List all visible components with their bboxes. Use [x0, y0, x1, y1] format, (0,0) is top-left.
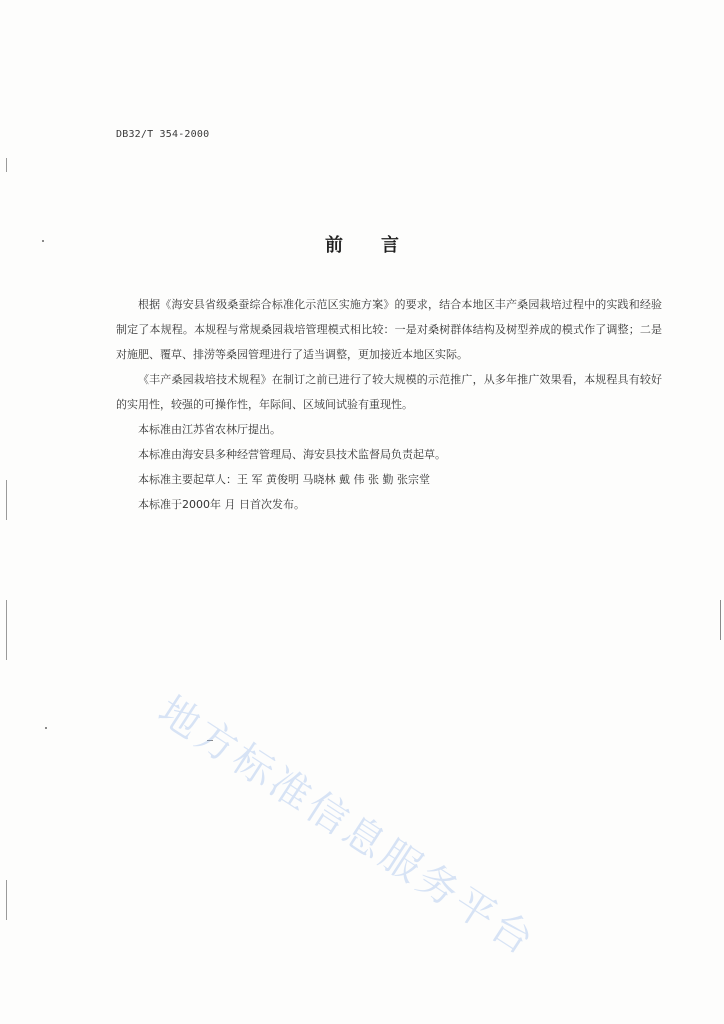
scan-edge-mark [6, 880, 7, 920]
foreword-body [116, 292, 662, 517]
paragraph: 《丰产桑园栽培技术规程》在制订之前已进行了较大规模的示范推广，从多年推广效果看，本规程具有较好的实用性，较强的可操作性，年际间、区域间试验有重现性。 [116, 373, 662, 411]
page-title [0, 231, 724, 257]
scan-speck [45, 727, 47, 729]
paragraph: 本标准主要起草人：王 军 黄俊明 马晓林 戴 伟 张 勤 张宗堂 [138, 473, 430, 486]
title-char: 前 [325, 235, 343, 256]
scan-edge-mark [6, 480, 7, 520]
paragraph: 本标准由江苏省农林厅提出。 [138, 423, 281, 436]
scan-edge-mark [6, 600, 7, 660]
paragraph: 本标准于2000年 月 日首次发布。 [138, 498, 305, 511]
scan-edge-mark [720, 600, 721, 640]
watermark: 地方标准信息服务平台 [150, 687, 545, 966]
scan-speck [207, 740, 213, 741]
title-char: 言 [381, 235, 399, 256]
paragraph: 根据《海安县省级桑蚕综合标准化示范区实施方案》的要求，结合本地区丰产桑园栽培过程中的实践和经验制定了本规程。本规程与常规桑园栽培管理模式相比较：一是对桑树群体结构及树型养成的模式作了调整；二是对施肥、覆草、排涝等桑园管理进行了适当调整，更加接近本地区实际。 [116, 298, 662, 361]
scan-edge-mark [6, 158, 7, 172]
paragraph: 本标准由海安县多种经营管理局、海安县技术监督局负责起草。 [138, 448, 446, 461]
document-code: DB32/T 354-2000 [116, 129, 210, 140]
